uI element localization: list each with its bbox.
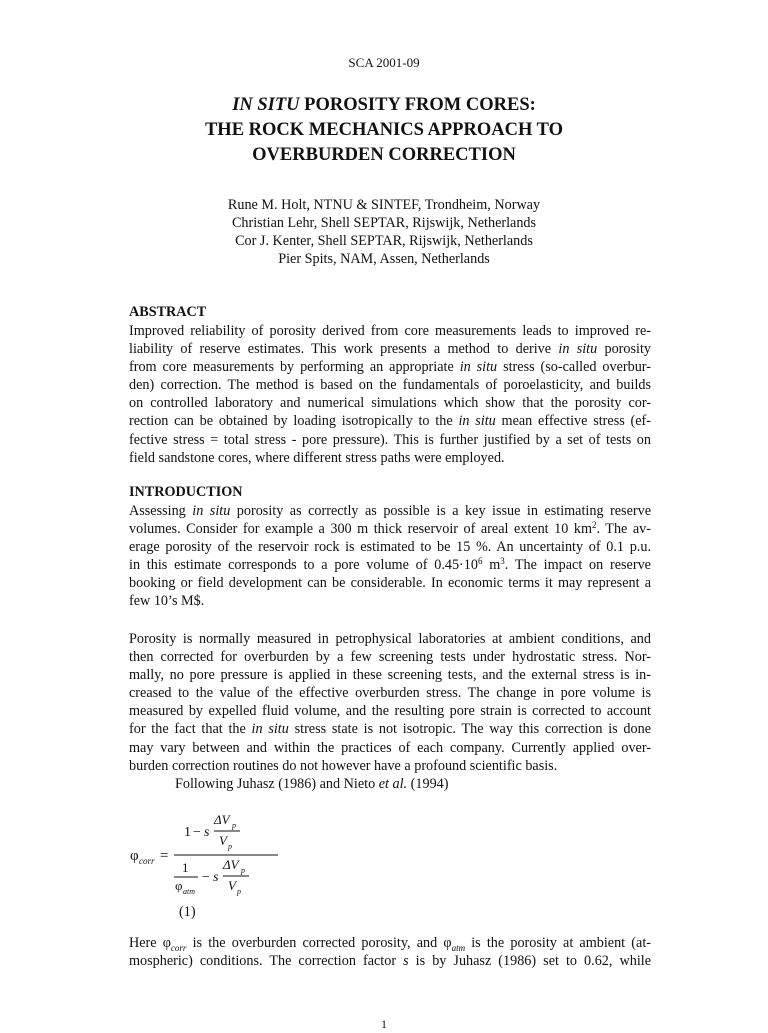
intro-line: in this estimate corresponds to a pore volume of $0.45\cdot 10^6$ $m^3$. The impact on reserve [129, 556, 651, 574]
abstract-line: rection can be obtained by loading isotropically to the in situ mean effective stress (ef- [129, 413, 651, 430]
eq-num-minus: − [193, 825, 201, 840]
eq-num-delta-v-sub: p [232, 821, 236, 830]
eq-den-minus: − [202, 870, 210, 885]
eq-den-delta-v: ΔV [223, 857, 239, 872]
abstract-line: field sandstone cores, where different stress paths were employed. [129, 449, 505, 466]
equation-number: (1) [179, 904, 196, 920]
intro-line: volumes. Consider for example a 300 m thick reservoir of areal extent 10 $km^2$. The av- [129, 520, 651, 538]
intro-line: then corrected for overburden by a few screening tests under hydrostatic stress. Nor- [129, 649, 651, 666]
title-line-2: THE ROCK MECHANICS APPROACH TO [204, 120, 564, 140]
author-1: Rune M. Holt, NTNU & SINTEF, Trondheim, Norway [227, 197, 541, 213]
eq-num-delta-v: ΔV [214, 812, 230, 827]
intro-line: booking or field development can be considerable. In economic terms it may represent a [129, 575, 651, 592]
eq-den-delta-v-sub: p [241, 866, 245, 875]
eq-den-phi: φ [175, 878, 183, 893]
intro-line: erage porosity of the reservoir rock is estimated to be 15 %. An uncertainty of 0.1 p.u. [129, 539, 651, 556]
eq-lhs-sub: corr [139, 856, 155, 866]
abstract-line: from core measurements by performing an appropriate in situ stress (so-called overbur- [129, 359, 651, 376]
intro-line: burden correction routines do not however have a profound scientific basis. [129, 757, 558, 774]
intro-line: may vary between and within the practices of each company. Currently applied over- [129, 739, 651, 756]
intro-line: mospheric) conditions. The correction factor s is by Juhasz (1986) set to 0.62, while [129, 953, 651, 970]
intro-line: for the fact that the in situ stress state is not isotropic. The way this correction is done [129, 721, 651, 738]
abstract-line: on controlled laboratory and numerical simulations which show that the porosity cor- [129, 395, 651, 412]
porosity-correction-equation [128, 806, 288, 896]
conference-id: SCA 2001-09 [348, 55, 420, 70]
eq-den-atm-sub: atm [183, 887, 195, 896]
eq-den-v: V [228, 878, 236, 893]
intro-paragraph-1 [129, 502, 651, 611]
paper-title [0, 93, 768, 168]
eq-num-v-sub: p [228, 842, 232, 851]
abstract-line: Improved reliability of porosity derived from core measurements leads to improved re- [129, 323, 651, 339]
intro-line: Porosity is normally measured in petrophysical laboratories at ambient conditions, and [129, 631, 651, 647]
intro-line: creased to the value of the effective overburden stress. The change in pore volume is [129, 685, 651, 702]
author-2: Christian Lehr, Shell SEPTAR, Rijswijk, Netherlands [231, 215, 537, 231]
eq-num-s: s [204, 825, 210, 840]
intro-line: Assessing in situ porosity as correctly as possible is a key issue in estimating reserve [129, 503, 651, 519]
intro-paragraph-2 [129, 630, 651, 793]
intro-paragraph-3 [129, 934, 651, 970]
title-line-3: OVERBURDEN CORRECTION [252, 145, 516, 165]
eq-num-v: V [219, 833, 227, 848]
abstract-line: fective stress = total stress - pore pressure). This is further justified by a set of tests on [129, 431, 651, 448]
abstract-line: den) correction. The method is based on the fundamentals of poroelasticity, and builds [129, 377, 651, 394]
eq-equals: = [160, 848, 169, 864]
author-list [0, 196, 768, 268]
introduction-heading: INTRODUCTION [129, 484, 243, 500]
abstract-line: liability of reserve estimates. This work presents a method to derive in situ porosity [129, 341, 651, 358]
abstract-heading: ABSTRACT [129, 304, 207, 320]
intro-line: measured by expelled fluid volume, and the resulting pore strain is corrected to account [129, 703, 651, 720]
eq-den-s: s [213, 870, 219, 885]
eq-lhs-phi: φ [130, 848, 139, 864]
title-line-1-rest: POROSITY FROM CORES: [299, 95, 536, 115]
eq-den-v-sub: p [237, 887, 241, 896]
eq-num-one: 1 [184, 825, 191, 840]
page-number: 1 [381, 1017, 387, 1031]
abstract-paragraph [129, 322, 651, 467]
eq-den-one: 1 [182, 860, 189, 875]
title-line-1 [0, 93, 768, 118]
intro-line: few 10’s M$. [129, 593, 205, 610]
intro-line: Here $\varphi_{corr}$ is the overburden corrected porosity, and $\varphi_{atm}$ is the porosity at ambient (at- [129, 935, 651, 953]
intro-line: mally, no pore pressure is applied in these screening tests, and the external stress is in- [129, 667, 651, 684]
title-italic: IN SITU [232, 95, 300, 115]
author-4: Pier Spits, NAM, Assen, Netherlands [278, 251, 490, 267]
author-3: Cor J. Kenter, Shell SEPTAR, Rijswijk, Netherlands [235, 233, 533, 249]
intro-line: Following Juhasz (1986) and Nieto et al. (1994) [175, 775, 449, 792]
